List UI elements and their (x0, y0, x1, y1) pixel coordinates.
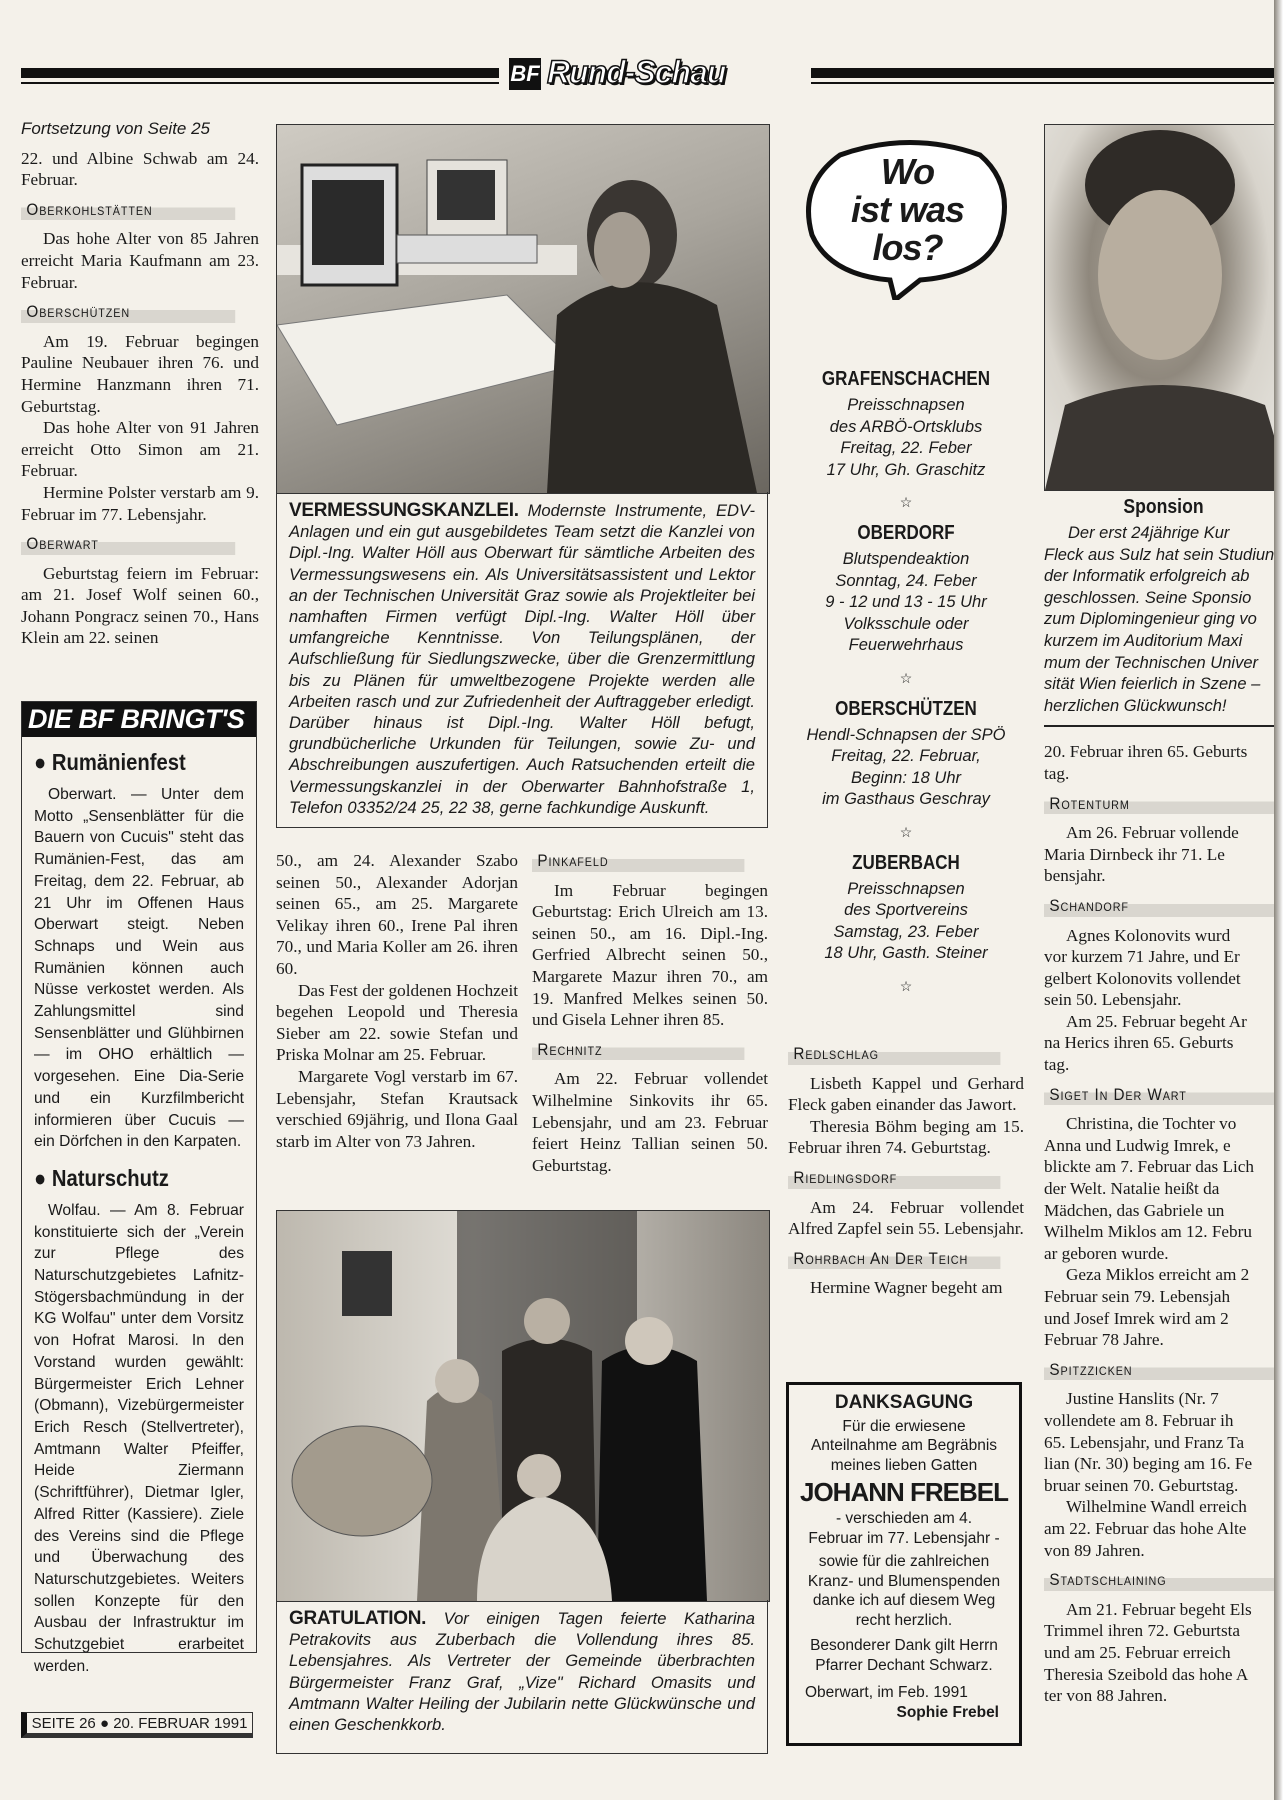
col3-text (788, 1035, 1024, 1299)
text-line: 20. Februar ihren 65. Geburts (1044, 742, 1248, 762)
paragraph: Das Fest der goldenen Hochzeit begehen Leopold und Theresia Sieber am 22. sowie Stefan und Priska Molnar am 25. Februar. (276, 980, 518, 1065)
text-line: bensjahr. (1044, 866, 1106, 886)
text-line: Februar im 77. Lebensjahr - (808, 1529, 1000, 1547)
location-heading: Oberkohlstätten (21, 197, 235, 221)
item-text: Wolfau. — Am 8. Februar konstituierte sich der „Verein zur Pflege des Naturschutzgebietes Lafnitz-Stögersbachmündung in der KG Wolfau" unter dem Vorsitz von Hofrat Marosi. In den Vorstand wurden gewählt: Bürgermeister Erich Lehner (Obmann), Vizebürgermeister Erich Resch (Stellvertreter), Amtmann Walter Pfeiffer, Heide Ziermann (Schriftführer), Dietmar Igler, Alfred Ritter (Kassiere). Ziele des Vereins sind die Pflege und Überwachung des Naturschutzgebietes. Weiters sollen Konzepte für den Ausbau der Infrastruktur im Schutzgebiet erarbeitet werden. (34, 1201, 244, 1675)
text-line: Samstag, 23. Feber (833, 922, 979, 941)
text-line: Hendl-Schnapsen der SPÖ (806, 725, 1006, 744)
wo-ist-was-los-bubble (800, 135, 1015, 300)
text-line: Für die erwiesene (842, 1417, 966, 1435)
caption-text: Vor einigen Tagen feierte Katharina Petrakovits aus Zuberbach die Vollendung ihres 85. Lebensjahres. Als Vertreter der Gemeinde überbrachten Bürgermeister Franz Graf, „Vize" Richard Omasits und Amtmann Walter Heiling der Jubilarin nette Glückwünsche und einen Geschenkkorb. (289, 1609, 755, 1735)
paragraph: Das hohe Alter von 85 Jahren erreicht Maria Kaufmann am 23. Februar. (21, 229, 259, 292)
text-line: des ARBÖ-Ortsklubs (829, 417, 983, 436)
text-line: herzlichen Glückwunsch! (1044, 696, 1227, 715)
page-footer: SEITE 26 ● 20. FEBRUAR 1991 (21, 1712, 253, 1738)
text-line: und Josef Imrek wird am 2 (1044, 1308, 1229, 1328)
bubble-line: ist was (850, 189, 965, 230)
text-line: Trimmel ihren 72. Geburtsta (1044, 1621, 1241, 1641)
text-line: Wilhelm Miklos am 12. Febru (1044, 1222, 1252, 1242)
text-line: der Informatik erfolgreich ab (1044, 567, 1250, 586)
text-line: Christina, die Tochter vo (1066, 1114, 1237, 1134)
text-line: Pfarrer Dechant Schwarz. (815, 1656, 993, 1674)
text-line: Beginn: 18 Uhr (850, 768, 962, 787)
events-list (788, 368, 1024, 1006)
divider (1044, 725, 1283, 727)
text-line: Fleck aus Sulz hat sein Studiun (1044, 545, 1275, 564)
location-heading: Rechnitz (532, 1037, 744, 1061)
text-line: Maria Dirnbeck ihr 71. Le (1044, 844, 1225, 864)
photo-vermessungskanzlei (276, 124, 770, 494)
text-line: Blutspendeaktion (842, 550, 970, 568)
caption-text: Modernste Instrumente, EDV-Anlagen und ein gut ausgebildetes Team setzt die Kanzlei von Dipl.-Ing. Walter Höll aus Oberwart für sämtliche Arbeiten des Vermessungswesens ein. Als Universitätsassistent und Lektor an der Technischen Universität Graz sowie als Projektleiter bei namhaften Firmen verfügt Dipl.-Ing. Walter Höll über umfangreiche Kenntnisse. Von Teilungsplänen, der Aufschließung für Siedlungszwecke, über die Grenzermittlung bis zu Plänen für umweltbezogene Projekte werden alle Arbeiten rasch und zur Zufriedenheit der Auftraggeber erledigt. Darüber hinaus ist Dipl.-Ing. Walter Höll befugt, grundbücherliche Urkunden für Teilungen, sowie Zu- und Abschreibungen auszufertigen. Auch Ratsuchenden erteilt die Vermessungskanzlei in der Oberwarter Bahnhofstraße 1, Telefon 03352/24 25, 22 38, gerne fachkundige Auskunft. (289, 501, 755, 817)
location-heading: Siget In Der Wart (1044, 1082, 1278, 1106)
text-line: tag. (1044, 763, 1070, 783)
text-line: lian (Nr. 30) beging am 16. Fe (1044, 1454, 1253, 1474)
text-line: blickte am 7. Februar das Lich (1044, 1157, 1255, 1177)
event-place: ZUBERBACH (852, 851, 960, 874)
star-icon: ☆ (899, 979, 913, 995)
text-line: Anteilnahme am Begräbnis (810, 1437, 998, 1454)
text-line: Am 25. Februar begeht Ar (1066, 1011, 1247, 1031)
text-line: 18 Uhr, Gasth. Steiner (824, 944, 988, 962)
paragraph: Geburtstag feiern im Februar: am 21. Josef Wolf seinen 60., Johann Pongracz seinen 70., Hans Klein am 22. seinen (21, 563, 259, 648)
text-line: Anna und Ludwig Imrek, e (1044, 1135, 1231, 1155)
text-line: 65. Lebensjahr, und Franz Ta (1044, 1432, 1245, 1452)
text-line: vollendete am 8. Februar ih (1044, 1410, 1234, 1430)
box-title: DIE BF BRINGT'S (22, 702, 256, 737)
event-place: OBERSCHÜTZEN (835, 697, 977, 720)
text-line: Volksschule oder (843, 614, 969, 633)
text-line: Kranz- und Blumenspenden (807, 1572, 1001, 1590)
event-item (788, 368, 1024, 481)
text-line: Februar 78 Jahre. (1044, 1330, 1164, 1350)
location-heading: Rotenturm (1044, 791, 1278, 815)
item-heading: ● Naturschutz (34, 1164, 169, 1191)
text-line: geschlossen. Seine Sponsio (1044, 588, 1252, 607)
text-line: ar geboren wurde. (1044, 1243, 1169, 1263)
paragraph: Lisbeth Kappel und Gerhard Fleck gaben einander das Jawort. (788, 1073, 1024, 1115)
text-line: der Welt. Natalie heißt da (1044, 1179, 1220, 1199)
paragraph: 22. und Albine Schwab am 24. Februar. (21, 148, 259, 190)
text-line: na Herics ihren 65. Geburts (1044, 1033, 1234, 1053)
text-line: - verschieden am 4. (835, 1510, 973, 1527)
text-line: Am 21. Februar begeht Els (1066, 1599, 1252, 1619)
text-line: Wilhelmine Wandl erreich (1066, 1497, 1247, 1517)
paragraph: Hermine Wagner begeht am (810, 1278, 1003, 1298)
text-line: Freitag, 22. Februar, (831, 747, 981, 765)
text-line: und am 25. Februar erreich (1044, 1642, 1231, 1662)
text-line: Am 26. Februar vollende (1066, 823, 1239, 843)
location-heading: Oberwart (21, 531, 235, 555)
event-item (788, 852, 1024, 965)
text-line: Theresia Szeibold das hohe A (1044, 1664, 1249, 1684)
caption-lead: VERMESSUNGSKANZLEI. (289, 500, 519, 521)
text-line: mum der Technischen Univer (1044, 653, 1258, 672)
text-line: zum Diplomingenieur ging vo (1044, 610, 1257, 629)
paragraph: 50., am 24. Alexander Szabo seinen 50., Alexander Adorjan seinen 65., am 25. Margarete Velikay ihren 60., Irene Pal ihren 70., und Maria Koller am 26. ihren 60. (276, 851, 518, 978)
continued-note: Fortsetzung von Seite 25 (21, 119, 211, 138)
sponsion-text (1044, 523, 1283, 717)
text-line: 9 - 12 und 13 - 15 Uhr (825, 593, 987, 611)
text-line: am 22. Februar das hohe Alte (1044, 1518, 1247, 1538)
star-icon: ☆ (899, 671, 913, 687)
left-column (21, 118, 259, 649)
text-line: tag. (1044, 1055, 1070, 1075)
masthead (21, 54, 1283, 90)
text-line: ter von 88 Jahren. (1044, 1686, 1168, 1706)
bf-logo: BF (509, 58, 541, 90)
page-edge (1274, 0, 1283, 1800)
text-line: bruar seinen 70. Geburtstag. (1044, 1475, 1239, 1495)
item-heading: ● Rumänienfest (34, 749, 186, 775)
paragraph: Margarete Vogl verstarb im 67. Lebensjahr, Stefan Krautsack verschied 69jährig, und Ilona Gaal starb im Alter von 73 Jahren. (276, 1066, 518, 1151)
col4-text (1044, 496, 1283, 1707)
page-number: SEITE 26 (31, 1715, 96, 1732)
text-line: Rumänienfest (51, 749, 186, 775)
caption-lead: GRATULATION. (289, 1608, 427, 1629)
portrait-illustration (1045, 125, 1283, 490)
deceased-name: JOHANN FREBEL (799, 1477, 1008, 1507)
office-photo-illustration (277, 125, 769, 493)
notice-title: DANKSAGUNG (834, 1392, 974, 1413)
text-line: Sonntag, 24. Feber (835, 571, 977, 590)
photo-caption (276, 492, 768, 828)
text-line: sein 50. Lebensjahr. (1044, 990, 1182, 1010)
text-line: Besonderer Dank gilt Herrn (810, 1637, 998, 1654)
middle-column-b (532, 848, 768, 1176)
text-line: des Sportvereins (844, 901, 968, 919)
place-date: Oberwart, im Feb. 1991 (805, 1684, 968, 1701)
photo-caption (276, 1600, 768, 1754)
event-item (788, 698, 1024, 811)
text-line: Naturschutz (51, 1164, 169, 1191)
event-place: GRAFENSCHACHEN (821, 368, 991, 390)
text-line: von 89 Jahren. (1044, 1540, 1145, 1560)
group-photo-illustration (277, 1211, 769, 1601)
location-heading: Rohrbach An Der Teich (788, 1246, 1000, 1270)
text-line: Geza Miklos erreicht am 2 (1066, 1265, 1250, 1285)
event-item (788, 522, 1024, 657)
paragraph: Am 19. Februar begingen Pauline Neubauer ihren 76. und Hermine Hanzmann ihren 71. Geburtstag. (21, 331, 259, 416)
text-line: Justine Hanslits (Nr. 7 (1066, 1389, 1219, 1409)
photo-gratulation (276, 1210, 770, 1602)
paragraph: Am 24. Februar vollendet Alfred Zapfel sein 55. Lebensjahr. (788, 1197, 1024, 1239)
item-text: Oberwart. — Unter dem Motto „Sensenblätter für die Bauern von Cucuis" steht das Rumänien-Fest, das am Freitag, dem 22. Februar, ab 21 Uhr im Offenen Haus Oberwart steigt. Neben Schnaps und Wein aus Rumänien können auch Nüsse verkostet werden. Als Zahlungsmittel sind Sensenblätter und Glühbirnen — im OHO erhältlich — vorgesehen. Eine Dia-Serie und ein Kurzfilmbericht informieren über Cucuis — ein Dörfchen in den Karpaten. (34, 786, 244, 1151)
text-line: vor kurzem 71 Jahre, und Er (1044, 947, 1240, 967)
location-heading: Oberschützen (21, 299, 235, 323)
text-line: meines lieben Gatten (830, 1456, 978, 1474)
paragraph: Theresia Böhm beging am 15. Februar ihren 74. Geburtstag. (788, 1116, 1024, 1158)
text-line: danke ich auf diesem Weg (812, 1592, 996, 1609)
location-heading: Stadtschlaining (1044, 1567, 1278, 1591)
location-heading: Riedlingsdorf (788, 1165, 1000, 1189)
star-icon: ☆ (899, 825, 913, 841)
signature: Sophie Frebel (896, 1703, 999, 1721)
portrait-photo (1044, 124, 1283, 491)
paragraph: Am 22. Februar vollendet Wilhelmine Sinkovits ihr 65. Lebensjahr, und am 23. Februar feiert Heinz Tallian seinen 50. Geburtstag. (532, 1069, 768, 1175)
middle-column-a (276, 850, 518, 1152)
location-heading: Spitzzicken (1044, 1357, 1278, 1381)
bubble-line: los? (872, 227, 943, 268)
text-line: Mädchen, das Gabriele un (1044, 1200, 1225, 1220)
text-line: gelbert Kolonovits vollendet (1044, 968, 1241, 988)
paragraph: Im Februar begingen Geburtstag: Erich Ulreich am 13. seinen 50., am 16. Dipl.-Ing. Gerfried Albrecht seinen 50., Margarete Mazur ihren 70., am 19. Manfred Melkes seinen 50. und Gisela Lehner ihren 85. (532, 880, 768, 1030)
text-line: kurzem im Auditorium Maxi (1044, 631, 1243, 650)
event-place: OBERDORF (857, 522, 955, 544)
star-icon: ☆ (899, 496, 913, 511)
bubble-line: Wo (880, 151, 935, 192)
text-line: im Gasthaus Geschray (822, 790, 990, 808)
paragraph: Das hohe Alter von 91 Jahren erreicht Otto Simon am 21. Februar. (21, 418, 259, 481)
text-line: Feuerwehrhaus (848, 636, 964, 654)
page-date: 20. FEBRUAR 1991 (113, 1715, 248, 1732)
text-line: sität Wien feierlich in Szene – (1044, 675, 1261, 694)
location-heading: Redlschlag (788, 1041, 1000, 1065)
location-heading: Pinkafeld (532, 848, 744, 872)
text-line: Der erst 24jährige Kur (1068, 524, 1230, 542)
text-line: Preisschnapsen (847, 396, 965, 414)
sponsion-title: Sponsion (1123, 496, 1204, 518)
text-line: Februar sein 79. Lebensjah (1044, 1287, 1231, 1306)
section-title: Rund-Schau (547, 54, 726, 90)
location-heading: Schandorf (1044, 893, 1278, 917)
bf-bringts-box (21, 701, 257, 1675)
text-line: recht herzlich. (855, 1611, 953, 1629)
text-line: Freitag, 22. Feber (840, 439, 972, 457)
paragraph: Hermine Polster verstarb am 9. Februar im 77. Lebensjahr. (21, 482, 259, 524)
text-line: 17 Uhr, Gh. Graschitz (826, 460, 986, 479)
text-line: Preisschnapsen (847, 879, 965, 898)
danksagung-notice (786, 1382, 1022, 1746)
text-line: Agnes Kolonovits wurd (1066, 925, 1231, 945)
text-line: sowie für die zahlreichen (818, 1553, 990, 1570)
